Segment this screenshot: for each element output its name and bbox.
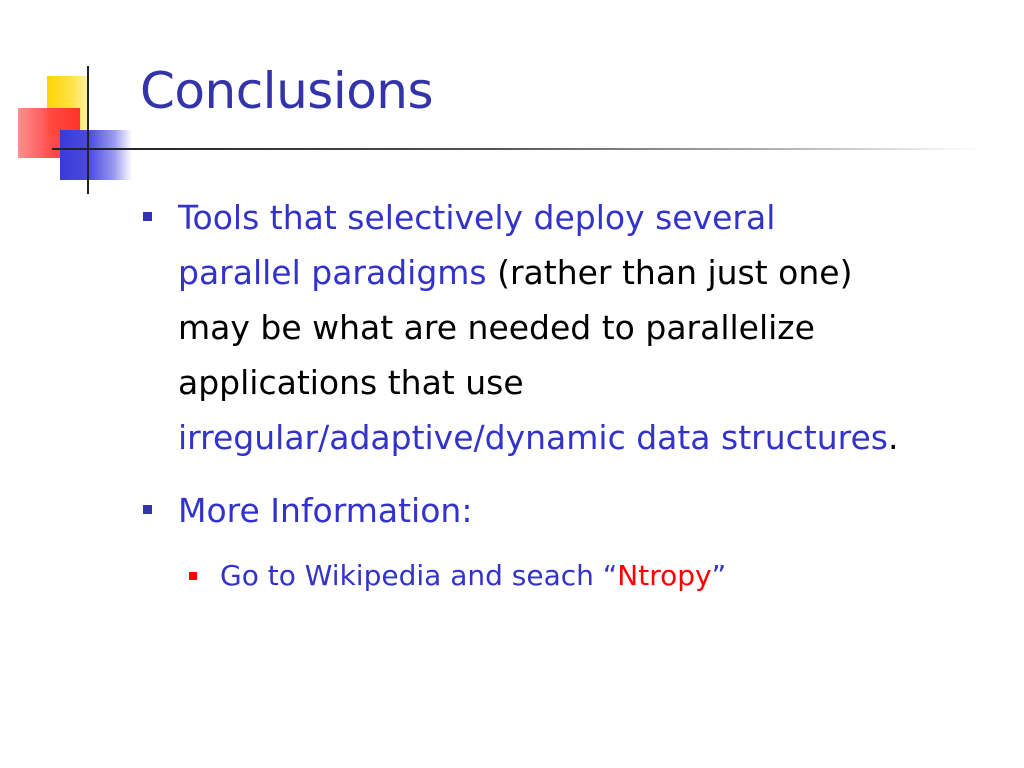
sub-bullet-item-wikipedia [182, 554, 900, 598]
slide-content [140, 190, 900, 598]
square-bullet-icon [189, 572, 197, 580]
slide-logo-icon [0, 0, 140, 200]
slide-title: Conclusions [140, 62, 434, 120]
logo-blue-square [60, 130, 132, 180]
bullet-text: More Information: [178, 491, 473, 530]
logo-vertical-line [87, 66, 89, 194]
square-bullet-icon [143, 505, 152, 514]
bullet-text-period: . [887, 418, 899, 457]
title-divider [100, 148, 980, 150]
bullet-text: (rather than just one) may be what are needed to parallelize applications that use [178, 253, 853, 402]
bullet-item-more-info [140, 483, 900, 538]
bullet-text-highlight: Tools that selectively deploy several parallel paradigms [178, 198, 776, 292]
bullet-text-highlight: irregular/adaptive/dynamic data structures [178, 418, 888, 457]
bullet-item-tools [140, 190, 900, 465]
sub-bullet-text: Go to Wikipedia and seach “ [220, 559, 618, 592]
sub-bullet-text-suffix: ” [711, 559, 727, 592]
square-bullet-icon [143, 212, 152, 221]
sub-bullet-highlight: Ntropy [617, 559, 712, 592]
